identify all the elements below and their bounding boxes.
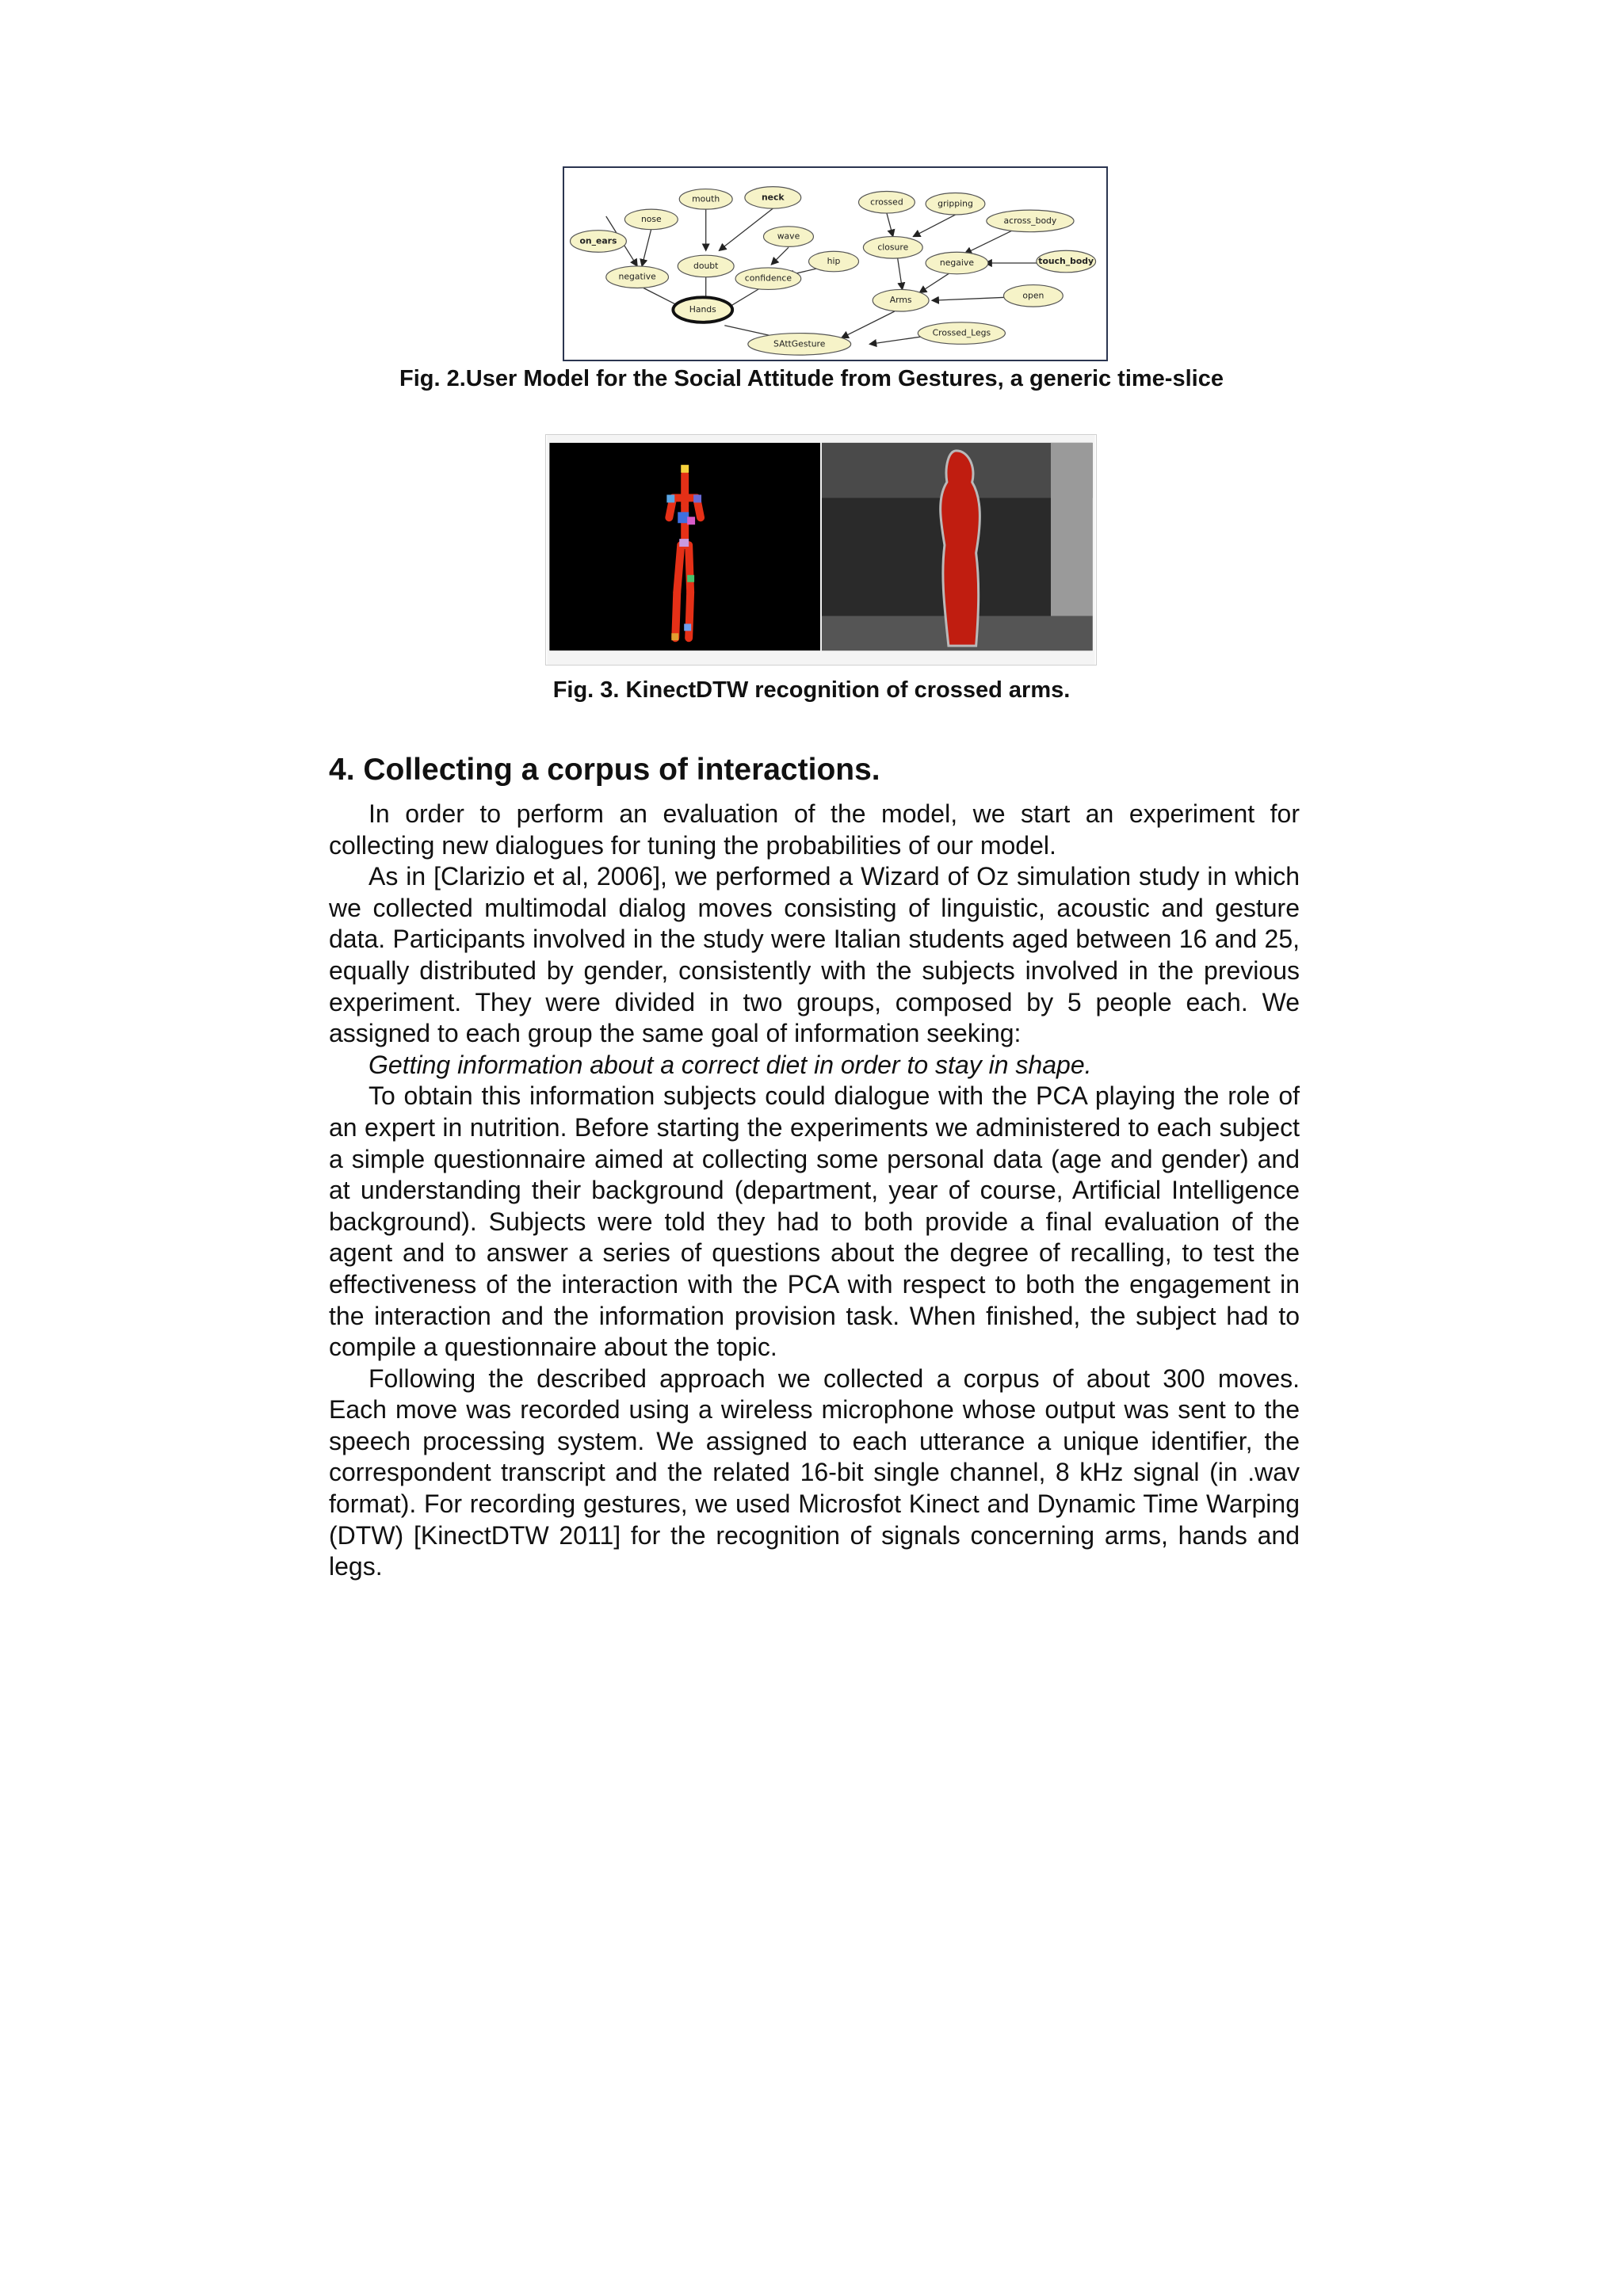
node-across-body: across_body xyxy=(1003,215,1057,226)
section-body xyxy=(329,799,1300,1583)
figure-2-caption: Fig. 2.User Model for the Social Attitude from Gestures, a generic time-slice xyxy=(399,366,1224,391)
paragraph-1: In order to perform an evaluation of the model, we start an experiment for collecting new dialogues for tuning the probabilities of our model. xyxy=(329,799,1300,860)
user-model-diagram xyxy=(563,166,1108,361)
paragraph-3: To obtain this information subjects could dialogue with the PCA playing the role of an expert in nutrition. Before starting the experiments we administered to each subject a simple questionnaire aimed at collecting some personal data (age and gender) and at understanding their background (department, year of course, Artificial Intelligence background). Subjects were told they had to both provide a final evaluation of the agent and to answer a series of questions about the degree of recalling, to test the effectiveness of the interaction with the PCA with respect to both the engagement in the interaction and the information provision task. When finished, the subject had to compile a questionnaire about the topic. xyxy=(329,1081,1300,1362)
node-wave: wave xyxy=(777,231,800,242)
kinect-recognition-image xyxy=(545,434,1097,666)
node-hip: hip xyxy=(827,256,841,267)
node-mouth: mouth xyxy=(692,193,720,204)
node-negative: negative xyxy=(618,271,656,282)
node-arms: Arms xyxy=(889,295,912,306)
node-open: open xyxy=(1022,290,1044,301)
node-gripping: gripping xyxy=(938,198,973,209)
node-crossed: crossed xyxy=(870,196,903,208)
paragraph-2: As in [Clarizio et al, 2006], we performed a Wizard of Oz simulation study in which we collected multimodal dialog moves consisting of linguistic, acoustic and gesture data. Participants involved in the study were Italian students aged between 16 and 25, equally distributed by gender, consistently with the subjects involved in the previous experiment. They were divided in two groups, composed by 5 people each. We assigned to each group the same goal of information seeking: xyxy=(329,862,1300,1048)
goal-statement: Getting information about a correct diet in order to stay in shape. xyxy=(369,1050,1092,1079)
node-confidence: confidence xyxy=(744,273,792,284)
node-on-ears: on_ears xyxy=(579,235,617,246)
node-touch-body: touch_body xyxy=(1038,256,1094,267)
node-hands: Hands xyxy=(689,304,716,315)
node-neck: neck xyxy=(761,192,785,203)
node-negaive: negaive xyxy=(939,257,974,269)
node-closure: closure xyxy=(877,242,909,253)
figure-3-caption: Fig. 3. KinectDTW recognition of crossed arms. xyxy=(552,677,1071,703)
node-crossed-legs: Crossed_Legs xyxy=(932,327,991,338)
node-sattgesture: SAttGesture xyxy=(773,338,826,349)
node-nose: nose xyxy=(640,213,662,224)
node-doubt: doubt xyxy=(693,260,719,271)
section-title: 4. Collecting a corpus of interactions. xyxy=(329,753,880,787)
paragraph-4: Following the described approach we collected a corpus of about 300 moves. Each move was recorded using a wireless microphone whose output was sent to the speech processing system. We assigned to each utterance a unique identifier, the correspondent transcript and the related 16-bit single channel, 8 kHz signal (in .wav format). For recording gestures, we used Microsfot Kinect and Dynamic Time Warping (DTW) [KinectDTW 2011] for the recognition of signals concerning arms, hands and legs. xyxy=(329,1363,1300,1581)
